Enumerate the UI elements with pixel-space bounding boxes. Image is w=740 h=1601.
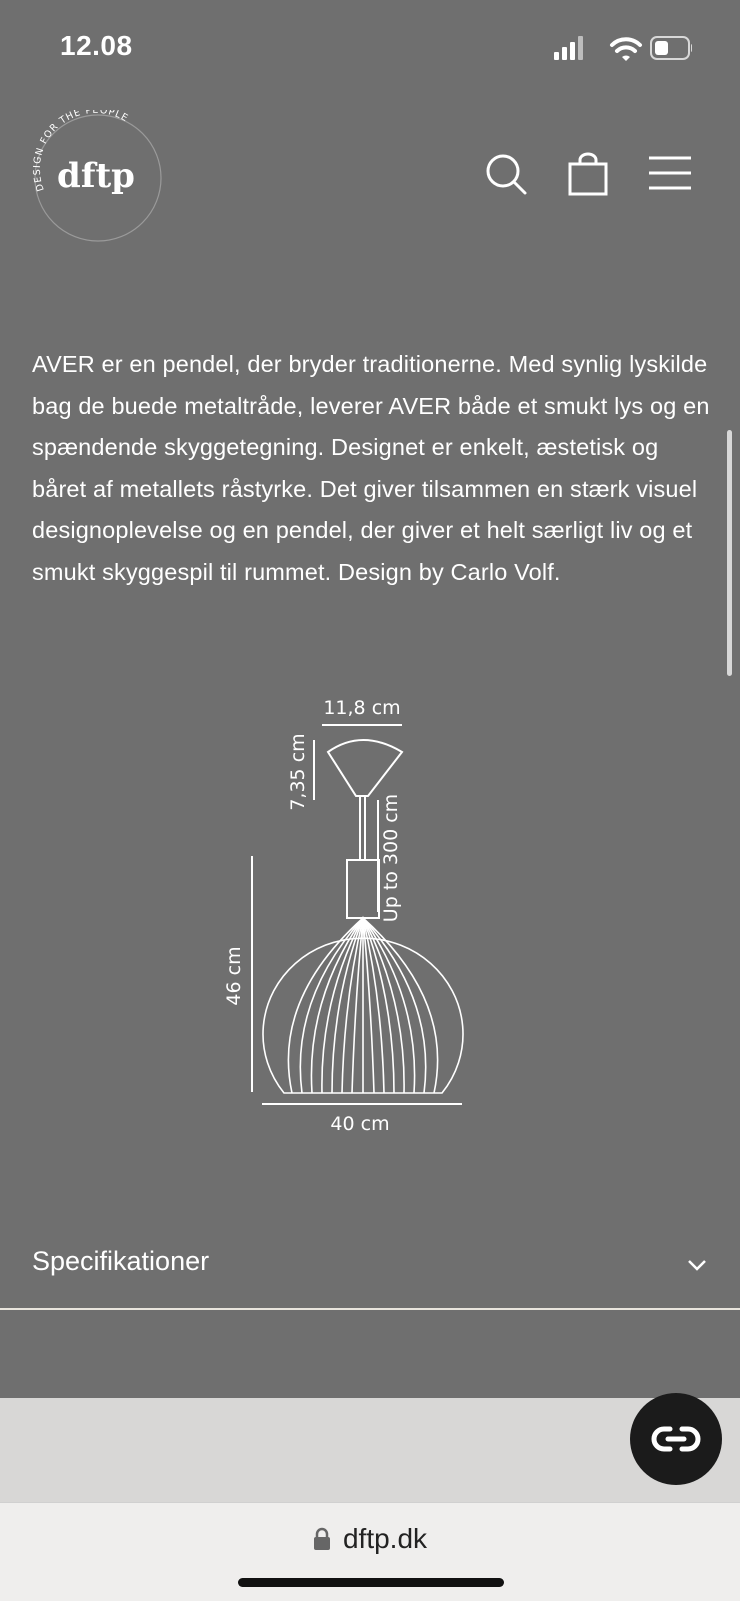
url-text: dftp.dk xyxy=(342,1523,428,1554)
canopy-height-label: 7,35 cm xyxy=(287,733,309,811)
dimension-diagram xyxy=(210,700,510,1170)
bag-icon[interactable] xyxy=(566,152,610,196)
chat-button[interactable] xyxy=(630,1393,722,1485)
shade-shape xyxy=(263,918,463,1093)
logo-text: dftp xyxy=(57,156,135,196)
battery-icon xyxy=(651,37,692,59)
logo-ring-text: DESIGN FOR THE PEOPLE xyxy=(31,110,131,193)
canopy-width-label: 11,8 cm xyxy=(323,700,401,719)
menu-icon[interactable] xyxy=(648,152,692,196)
dftp-logo[interactable] xyxy=(30,110,166,246)
signal-icon xyxy=(554,36,583,60)
home-indicator[interactable] xyxy=(238,1578,504,1587)
specifications-accordion[interactable] xyxy=(0,1226,740,1310)
lock-icon xyxy=(313,1527,331,1551)
status-time: 12.08 xyxy=(60,30,133,61)
shade-width-label: 40 cm xyxy=(330,1113,390,1135)
shade-height-label: 46 cm xyxy=(223,946,245,1006)
product-description: AVER er en pendel, der bryder traditionerne. Med synlig lyskilde bag de buede metaltråde, leverer AVER både et smukt lys og en spændende skyggetegning. Designet er enkelt, æstetisk og båret af metallets råstyrke. Det giver tilsammen en stærk visuel designoplevelse og en pendel, der giver et helt særligt liv og et smukt skyggespil til rummet. Design by Carlo Volf. xyxy=(32,351,710,585)
wifi-icon xyxy=(612,39,640,61)
scroll-indicator[interactable] xyxy=(727,430,732,676)
chevron-down-icon xyxy=(686,1254,708,1276)
status-icons xyxy=(552,34,692,62)
page-bottom-area xyxy=(0,1398,740,1502)
search-icon[interactable] xyxy=(484,152,528,196)
header-actions xyxy=(484,152,704,196)
url-display[interactable] xyxy=(0,1523,740,1555)
site-header xyxy=(0,100,740,250)
chat-link-icon xyxy=(630,1393,722,1485)
specifications-label: Specifikationer xyxy=(32,1246,210,1276)
cable-length-label: Up to 300 cm xyxy=(380,793,402,923)
status-bar xyxy=(0,0,740,90)
canopy-shape xyxy=(328,740,402,796)
